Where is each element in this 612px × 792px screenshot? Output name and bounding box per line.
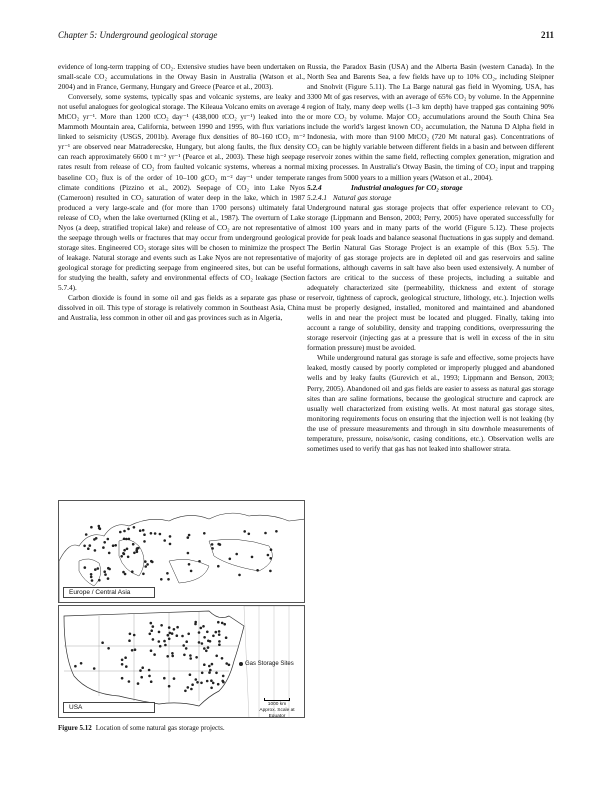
- gas-storage-site-marker: [121, 663, 124, 666]
- left-column: [58, 62, 305, 323]
- paragraph: Carbon dioxide is found in some oil and gas fields as a separate gas phase or dissolved in oil. This type of storage is relatively common in Southeast Asia, China and Australia, less common in other oil and gas provinces such as in Algeria,: [58, 293, 305, 323]
- gas-storage-site-marker: [201, 642, 204, 645]
- gas-storage-site-marker: [190, 570, 193, 573]
- gas-storage-site-marker: [209, 669, 212, 672]
- gas-storage-site-marker: [134, 648, 137, 651]
- gas-storage-site-marker: [142, 573, 145, 576]
- gas-storage-site-marker: [215, 631, 218, 634]
- europe-map-label: Europe / Central Asia: [63, 587, 155, 598]
- gas-storage-site-marker: [173, 628, 176, 631]
- gas-storage-site-marker: [122, 552, 125, 555]
- gas-storage-site-marker: [195, 678, 198, 681]
- gas-storage-site-marker: [149, 633, 152, 636]
- gas-storage-site-marker: [139, 669, 142, 672]
- gas-storage-site-marker: [211, 663, 214, 666]
- gas-storage-site-marker: [83, 545, 86, 548]
- gas-storage-site-marker: [217, 543, 220, 546]
- gas-storage-site-marker: [208, 665, 211, 668]
- scale-bar-graphic: [264, 698, 290, 701]
- gas-storage-site-marker: [163, 640, 166, 643]
- gas-storage-site-marker: [206, 631, 209, 634]
- gas-storage-site-marker: [160, 624, 163, 627]
- gas-storage-site-marker: [128, 639, 131, 642]
- subsection-number: 5.2.4.1: [307, 192, 328, 202]
- gas-storage-site-marker: [133, 552, 136, 555]
- legend-marker-icon: [239, 662, 243, 666]
- gas-storage-site-marker: [196, 681, 199, 684]
- gas-storage-site-marker: [128, 680, 131, 683]
- gas-storage-site-marker: [85, 533, 88, 536]
- gas-storage-site-marker: [189, 673, 192, 676]
- gas-storage-site-marker: [200, 682, 203, 685]
- gas-storage-site-marker: [163, 539, 166, 542]
- legend-label: Gas Storage Sites: [245, 661, 294, 667]
- gas-storage-site-marker: [121, 659, 124, 662]
- gas-storage-site-marker: [127, 528, 130, 531]
- gas-storage-site-marker: [203, 663, 206, 666]
- gas-storage-site-marker: [148, 669, 151, 672]
- gas-storage-site-marker: [171, 652, 174, 655]
- gas-storage-site-marker: [95, 537, 98, 540]
- gas-storage-site-marker: [222, 681, 225, 684]
- gas-storage-site-marker: [94, 549, 97, 552]
- gas-storage-site-marker: [141, 666, 144, 669]
- gas-storage-site-marker: [212, 635, 215, 638]
- gas-storage-site-marker: [218, 630, 221, 633]
- gas-storage-site-marker: [123, 549, 126, 552]
- gas-storage-site-marker: [131, 649, 134, 652]
- gas-storage-site-marker: [222, 675, 225, 678]
- gas-storage-site-marker: [154, 532, 157, 535]
- paragraph: Conversely, some systems, typically spas and volcanic systems, are leaky and not useful analogues for geological storage. The Kileaua Volcano emits on average 4 MtCO₂ yr⁻¹. More than 1200 tCO₂ day⁻¹ (438,000 tCO₂ yr⁻¹) leaked into the Mammoth Mountain area, California, between 1990 and 1995, with flux variations linked to seismicity (USGS, 2001b). Average flux densities of 80–160 tCO₂ m⁻² yr⁻¹ are observed near Matraderecske, Hungary, but along faults, the flux density can reach approximately 6600 t m⁻² yr⁻¹ (Pearce et al., 2003). These high seepage rates result from release of CO₂ from faulted volcanic systems, whereas a normal baseline CO₂ flux is of the order of 10–100 gCO₂ m⁻² day⁻¹ under temperate climate conditions (Pizzino et al., 2002). Seepage of CO₂ into Lake Nyos (Cameroon) resulted in CO₂ saturation of water deep in the lake, which in 1987 produced a very large-scale and (for more than 1700 persons) ultimately fatal release of CO₂ when the lake overturned (Kling et al., 1987). The overturn of Lake Nyos (a deep, stratified tropical lake) and release of CO₂ are not representative of the seepage through wells or fractures that may occur from underground geological storage sites. Engineered CO₂ storage sites will be chosen to minimize the prospect of leakage. Natural storage and events such as Lake Nyos are not representative of geological storage for predicting seepage from engineered sites, but can be useful for studying the health, safety and environmental effects of CO₂ leakage (Section 5.7.4).: [58, 92, 306, 293]
- section-title: Industrial analogues for CO₂ storage: [351, 182, 463, 192]
- gas-storage-site-marker: [90, 576, 93, 579]
- gas-storage-site-marker: [139, 529, 142, 532]
- gas-storage-site-marker: [152, 625, 155, 628]
- gas-storage-site-marker: [167, 634, 170, 637]
- gas-storage-site-marker: [101, 641, 104, 644]
- gas-storage-site-marker: [217, 565, 220, 568]
- gas-storage-site-marker: [107, 538, 110, 541]
- subsection-heading: [307, 193, 554, 203]
- gas-storage-site-marker: [169, 632, 172, 635]
- gas-storage-site-marker: [200, 627, 203, 630]
- gas-storage-site-marker: [168, 638, 171, 641]
- gas-storage-site-marker: [108, 552, 111, 555]
- gas-storage-site-marker: [235, 553, 238, 556]
- gas-storage-site-marker: [211, 543, 214, 546]
- paragraph: While underground natural gas storage is safe and effective, some projects have leaked, mostly caused by poorly completed or improperly plugged and abandoned wells and by leaky faults (Gurevich et al., 1993; Lippmann and Benson, 2003; Perry, 2005). Abandoned oil and gas fields are easier to assess as natural gas storage sites than are saline formations, because the geological structure and caprock are usually well characterized from existing wells. At most natural gas storage sites, monitoring requirements focus on ensuring that the injection well is not leaking (by the use of pressure measurements and through in situ downhole measurements of temperature, pressure, noise/sonic, casing conditions, etc.). Observation wells are sometimes used to verify that gas has not leaked into shallower strata.: [307, 353, 554, 453]
- gas-storage-site-marker: [124, 656, 127, 659]
- gas-storage-site-marker: [187, 686, 190, 689]
- gas-storage-site-marker: [143, 533, 146, 536]
- gas-storage-site-marker: [189, 654, 192, 657]
- gas-storage-site-marker: [119, 531, 122, 534]
- paragraph: Russia, the Paradox Basin (USA) and the Alberta Basin (western Canada). In the North Sea and Barents Sea, a few fields have up to 10% CO₂, including Sleipner and Snohvit (Figure 5.11). The La Barge natural gas field in Wyoming, USA, has 3300 Mt of gas reserves, with an average of 65% CO₂ by volume. In the Appennine region of Italy, many deep wells (1–3 km depth) have trapped gas containing 90% or more CO₂ by volume. Major CO₂ accumulations around the South China Sea include the world's largest known CO₂ accumulation, the Natuna D Alpha field in Indonesia, with more than 9100 MtCO₂ (720 Mt natural gas). Concentrations of CO₂ can be highly variable between different fields in a basin and between different reservoir zones within the same field, reflecting complex generation, migration and mixing processes. In Australia's Otway Basin, the timing of CO₂ input and trapping ranges from 5000 years to a million years (Watson et al., 2004).: [307, 62, 554, 182]
- gas-storage-site-marker: [142, 529, 145, 532]
- gas-storage-site-marker: [248, 533, 251, 536]
- gas-storage-site-marker: [215, 672, 218, 675]
- gas-storage-site-marker: [107, 577, 110, 580]
- gas-storage-site-marker: [225, 636, 228, 639]
- gas-storage-site-marker: [225, 662, 228, 665]
- gas-storage-site-marker: [210, 687, 213, 690]
- gas-storage-site-marker: [163, 677, 166, 680]
- gas-storage-site-marker: [221, 657, 224, 660]
- gas-storage-site-marker: [136, 551, 139, 554]
- subsection-title: Natural gas storage: [333, 192, 392, 202]
- figure-caption-text: Location of some natural gas storage projects.: [95, 724, 225, 732]
- gas-storage-site-marker: [270, 548, 273, 551]
- gas-storage-site-marker: [203, 647, 206, 650]
- gas-storage-site-marker: [94, 568, 97, 571]
- gas-storage-site-marker: [150, 622, 153, 625]
- gas-storage-site-marker: [189, 657, 192, 660]
- gas-storage-site-marker: [133, 634, 136, 637]
- gas-storage-site-marker: [208, 671, 211, 674]
- gas-storage-site-marker: [188, 563, 191, 566]
- gas-storage-site-marker: [97, 567, 100, 570]
- gas-storage-site-marker: [184, 690, 187, 693]
- gas-storage-site-marker: [164, 644, 167, 647]
- gas-storage-site-marker: [124, 573, 127, 576]
- gas-storage-site-marker: [198, 641, 201, 644]
- gas-storage-site-marker: [166, 655, 169, 658]
- gas-storage-site-marker: [125, 665, 128, 668]
- gas-storage-site-marker: [223, 623, 226, 626]
- gas-storage-site-marker: [176, 634, 179, 637]
- gas-storage-site-marker: [137, 682, 140, 685]
- gas-storage-site-marker: [269, 557, 272, 560]
- gas-storage-site-marker: [187, 552, 190, 555]
- gas-storage-site-marker: [128, 538, 131, 541]
- gas-storage-site-marker: [185, 647, 188, 650]
- gas-storage-site-marker: [221, 622, 224, 625]
- scale-distance: 1000 km: [267, 702, 287, 707]
- gas-storage-site-marker: [126, 548, 129, 551]
- gas-storage-site-marker: [114, 544, 117, 547]
- gas-storage-site-marker: [228, 664, 231, 667]
- scale-bar: [251, 698, 303, 718]
- gas-storage-site-marker: [215, 655, 218, 658]
- gas-storage-site-marker: [173, 677, 176, 680]
- gas-storage-site-marker: [190, 688, 193, 691]
- gas-storage-site-marker: [150, 680, 153, 683]
- gas-storage-site-marker: [169, 535, 172, 538]
- gas-storage-site-marker: [131, 570, 134, 573]
- gas-storage-site-marker: [185, 640, 188, 643]
- section-number: 5.2.4: [307, 182, 322, 192]
- gas-storage-site-marker: [217, 621, 220, 624]
- gas-storage-site-marker: [103, 570, 106, 573]
- gas-storage-site-marker: [84, 566, 87, 569]
- gas-storage-site-marker: [217, 683, 220, 686]
- gas-storage-site-marker: [275, 530, 278, 533]
- gas-storage-site-marker: [243, 530, 246, 533]
- gas-storage-site-marker: [211, 547, 214, 550]
- gas-storage-site-marker: [202, 625, 205, 628]
- running-header: [58, 30, 554, 44]
- gas-storage-site-marker: [80, 662, 83, 665]
- map-legend: [239, 661, 294, 667]
- gas-storage-site-marker: [123, 530, 126, 533]
- gas-storage-site-marker: [91, 579, 94, 582]
- gas-storage-site-marker: [123, 538, 126, 541]
- gas-storage-site-marker: [133, 526, 136, 529]
- gas-storage-site-marker: [191, 683, 194, 686]
- map-usa: [58, 605, 305, 718]
- gas-storage-site-marker: [102, 546, 105, 549]
- gas-storage-site-marker: [201, 672, 204, 675]
- gas-storage-site-marker: [74, 665, 77, 668]
- gas-storage-site-marker: [104, 573, 107, 576]
- gas-storage-site-marker: [187, 536, 190, 539]
- gas-storage-site-marker: [144, 560, 147, 563]
- gas-storage-site-marker: [112, 544, 115, 547]
- gas-storage-site-marker: [167, 578, 170, 581]
- gas-storage-site-marker: [107, 647, 110, 650]
- gas-storage-site-marker: [203, 532, 206, 535]
- gas-storage-site-marker: [218, 643, 221, 646]
- gas-storage-site-marker: [137, 547, 140, 550]
- gas-storage-site-marker: [188, 534, 191, 537]
- gas-storage-site-marker: [159, 533, 162, 536]
- paragraph: Underground natural gas storage projects that offer experience relevant to CO₂ storage (Lippmann and Benson, 2003; Perry, 2005) have operated successfully for almost 100 years and in many parts of the world (Figure 5.12). These projects provide for peak loads and balance seasonal fluctuations in gas supply and demand. The Berlin Natural Gas Storage Project is an example of this (Box 5.5). The majority of gas storage projects are in depleted oil and gas reservoirs and saline formations, although caverns in salt have also been used extensively. A number of factors are critical to the success of these projects, including a suitable and adequately characterized site (permeability, thickness and extent of storage reservoir, tightness of caprock, geological structure, lithology, etc.). Injection wells must be properly designed, installed, monitored and maintained and abandoned wells in and near the project must be located and plugged. Finally, taking into account a range of solubility, density and trapping conditions, overpressuring the storage reservoir (injecting gas at a pressure that is well in excess of the in situ formation pressure) must be avoided.: [307, 202, 554, 353]
- gas-storage-site-marker: [251, 556, 254, 559]
- paragraph: evidence of long-term trapping of CO₂. Extensive studies have been undertaken on small-scale CO₂ accumulations in the Otway Basin in Australia (Watson et al., 2004) and in France, Germany, Hungary and Greece (Pearce et al., 2003).: [58, 62, 305, 92]
- gas-storage-site-marker: [209, 640, 212, 643]
- right-column: [307, 62, 554, 454]
- gas-storage-site-marker: [181, 635, 184, 638]
- scale-note: Approx. Scale at Equator: [259, 708, 295, 718]
- gas-storage-site-marker: [169, 543, 172, 546]
- gas-storage-site-marker: [210, 679, 213, 682]
- chapter-title: Chapter 5: Underground geological storage: [58, 30, 218, 40]
- gas-storage-site-marker: [198, 560, 201, 563]
- gas-storage-site-marker: [152, 638, 155, 641]
- gas-storage-site-marker: [153, 653, 156, 656]
- gas-storage-site-marker: [176, 626, 179, 629]
- gas-storage-site-marker: [89, 544, 92, 547]
- gas-storage-site-marker: [194, 621, 197, 624]
- section-heading: [307, 183, 554, 193]
- gas-storage-site-marker: [98, 579, 101, 582]
- gas-storage-site-marker: [160, 578, 163, 581]
- gas-storage-site-marker: [183, 654, 186, 657]
- figure-caption-label: Figure 5.12: [58, 724, 92, 732]
- gas-storage-site-marker: [140, 676, 143, 679]
- figure-gas-storage-map: [58, 500, 305, 718]
- gas-storage-site-marker: [218, 633, 221, 636]
- gas-storage-site-marker: [107, 567, 110, 570]
- gas-storage-site-marker: [146, 563, 149, 566]
- gas-storage-site-marker: [103, 541, 106, 544]
- gas-storage-site-marker: [159, 645, 162, 648]
- gas-storage-site-marker: [90, 573, 93, 576]
- gas-storage-site-marker: [150, 532, 153, 535]
- gas-storage-site-marker: [206, 680, 209, 683]
- gas-storage-site-marker: [168, 685, 171, 688]
- gas-storage-site-marker: [120, 555, 123, 558]
- gas-storage-site-marker: [264, 532, 267, 535]
- gas-storage-site-marker: [158, 631, 161, 634]
- gas-storage-site-marker: [87, 547, 90, 550]
- gas-storage-site-marker: [148, 675, 151, 678]
- gas-storage-site-marker: [150, 560, 153, 563]
- gas-storage-site-marker: [150, 649, 153, 652]
- gas-storage-site-marker: [187, 633, 190, 636]
- gas-storage-site-marker: [203, 636, 206, 639]
- gas-storage-site-marker: [143, 540, 146, 543]
- gas-storage-site-marker: [198, 631, 201, 634]
- page-number: 211: [540, 30, 554, 40]
- gas-storage-site-marker: [267, 554, 270, 557]
- gas-storage-site-marker: [121, 677, 124, 680]
- gas-storage-site-marker: [205, 650, 208, 653]
- gas-storage-site-marker: [125, 538, 128, 541]
- gas-storage-site-marker: [168, 626, 171, 629]
- gas-storage-site-marker: [238, 574, 241, 577]
- gas-storage-site-marker: [171, 632, 174, 635]
- gas-storage-site-marker: [150, 629, 153, 632]
- gas-storage-site-marker: [166, 572, 169, 575]
- gas-storage-site-marker: [171, 655, 174, 658]
- gas-storage-site-marker: [132, 543, 135, 546]
- gas-storage-site-marker: [144, 565, 147, 568]
- map-europe-central-asia: [58, 500, 305, 603]
- gas-storage-site-marker: [269, 570, 272, 573]
- usa-map-label: USA: [63, 702, 155, 713]
- figure-caption: [58, 724, 225, 732]
- gas-storage-site-marker: [98, 525, 101, 528]
- gas-storage-site-marker: [182, 644, 185, 647]
- gas-storage-site-marker: [93, 667, 96, 670]
- gas-storage-site-marker: [256, 569, 259, 572]
- gas-storage-site-marker: [90, 526, 93, 529]
- gas-storage-site-marker: [229, 558, 232, 561]
- gas-storage-site-marker: [212, 682, 215, 685]
- gas-storage-site-marker: [129, 633, 132, 636]
- gas-storage-site-marker: [127, 556, 130, 559]
- gas-storage-site-marker: [195, 656, 198, 659]
- gas-storage-site-marker: [158, 640, 161, 643]
- gas-storage-site-marker: [207, 646, 210, 649]
- gas-storage-site-marker: [218, 640, 221, 643]
